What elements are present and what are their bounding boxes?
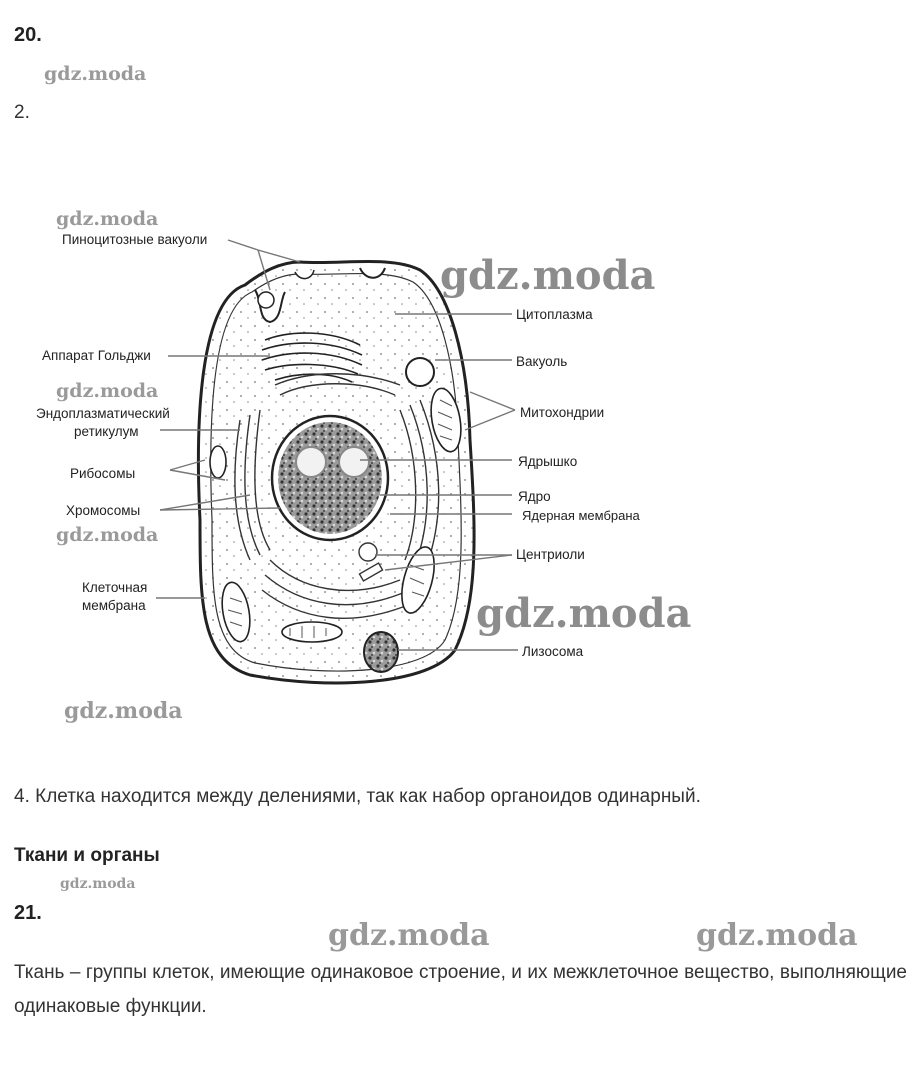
label-chromosomes: Хромосомы [66,503,141,518]
watermark: gdz.moda [60,876,136,892]
label-er-line2: ретикулум [74,424,139,439]
item-2-label: 2. [14,102,30,123]
watermark: gdz.moda [56,380,159,402]
label-cytoplasm: Цитоплазма [516,307,593,322]
nucleolus [296,447,326,477]
watermark: gdz.moda [328,918,490,953]
label-ribosomes: Рибосомы [70,466,136,481]
watermark: gdz.moda [64,698,183,724]
label-vacuole: Вакуоль [516,354,568,369]
lysosome [364,632,398,672]
label-er-line1: Эндоплазматический [36,406,170,421]
task-number-20: 20. [14,24,42,46]
watermark: gdz.moda [44,63,147,85]
label-nuclear-membrane: Ядерная мембрана [522,508,640,523]
label-mitochondria: Митохондрии [520,405,605,420]
label-pinocytic-vacuoles: Пиноцитозные вакуоли [62,232,208,247]
label-cell-membrane-line1: Клеточная [82,580,148,595]
nucleolus [339,447,369,477]
nucleus [278,422,382,534]
watermark: gdz.moda [56,524,159,546]
label-cell-membrane-line2: мембрана [82,598,146,613]
tissue-definition: Ткань – группы клеток, имеющие одинаковое строение, и их межклеточное вещество, выполняющие одинаковые функции. [14,962,907,1017]
label-nucleus: Ядро [518,489,551,504]
watermark: gdz.moda [696,918,858,953]
label-nucleolus: Ядрышко [518,454,578,469]
label-lysosome: Лизосома [522,644,584,659]
watermark: gdz.moda [56,208,159,230]
task-number-21: 21. [14,902,42,924]
watermark: gdz.moda [476,590,692,637]
watermark: gdz.moda [440,252,656,299]
section-heading: Ткани и органы [14,845,160,866]
item-4-text: 4. Клетка находится между делениями, так как набор органоидов одинарный. [14,786,701,807]
label-golgi: Аппарат Гольджи [42,348,151,363]
label-centrioles: Центриоли [516,547,585,562]
vacuole [406,358,434,386]
